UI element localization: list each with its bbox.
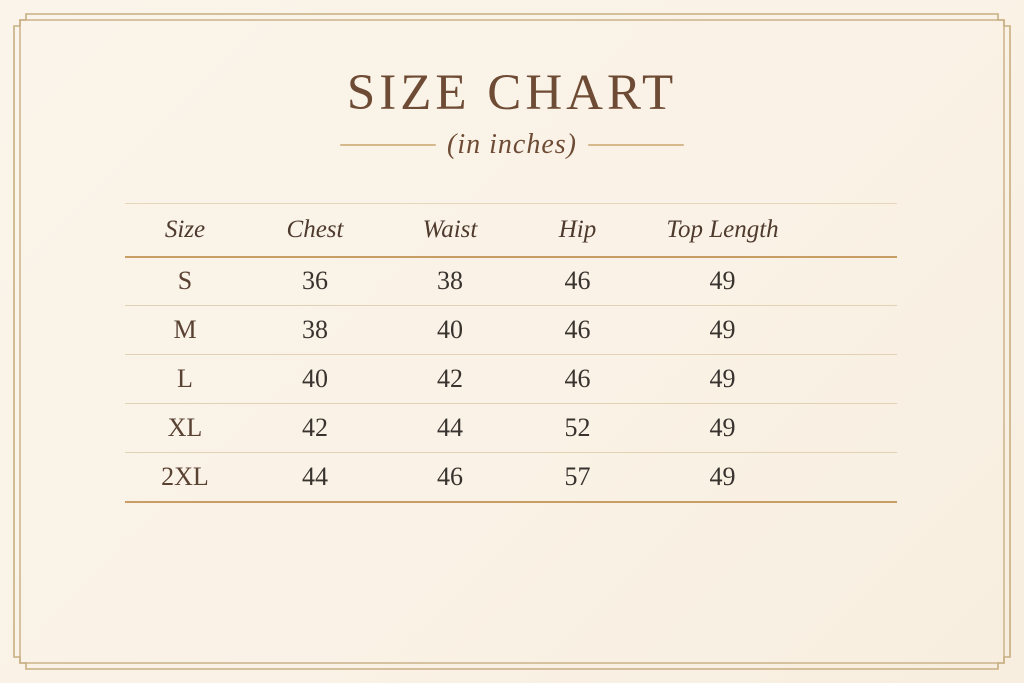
top-length-cell: 49 (709, 266, 736, 296)
chest-cell: 38 (302, 315, 328, 344)
top-length-cell: 49 (709, 364, 736, 393)
hip-cell: 46 (564, 364, 591, 393)
waist-cell: 42 (437, 364, 463, 393)
waist-cell: 40 (437, 315, 463, 344)
table-row-xl (125, 404, 897, 453)
column-header-chest: Chest (286, 215, 344, 243)
chest-cell: 42 (302, 413, 328, 442)
table-row-l (125, 355, 897, 404)
table-row-m (125, 306, 897, 355)
size-cell: S (177, 266, 193, 296)
chest-cell: 40 (302, 364, 328, 393)
waist-cell: 44 (437, 413, 463, 442)
waist-cell: 38 (437, 266, 463, 296)
top-length-cell: 49 (709, 413, 736, 442)
flourish-line-left (340, 144, 436, 146)
chest-cell: 36 (302, 266, 328, 296)
waist-cell: 46 (437, 461, 463, 491)
chest-cell: 44 (302, 461, 328, 491)
page-title: SIZE CHART (346, 65, 678, 121)
page-subtitle: (in inches) (447, 129, 577, 160)
column-header-waist: Waist (422, 215, 478, 243)
hip-cell: 46 (564, 266, 591, 296)
column-header-top-length: Top Length (666, 215, 779, 243)
size-table (125, 203, 897, 503)
table-row-2xl (125, 453, 897, 502)
subtitle-row (0, 129, 1024, 161)
hip-cell: 52 (564, 413, 591, 442)
size-cell: L (177, 364, 193, 393)
flourish-line-right (588, 144, 684, 146)
table-header-row (125, 204, 897, 257)
hip-cell: 57 (564, 461, 591, 491)
size-cell: XL (167, 413, 203, 442)
table-row-s (125, 257, 897, 306)
size-cell: 2XL (161, 461, 209, 491)
column-header-size: Size (164, 215, 206, 243)
column-header-hip: Hip (558, 215, 597, 243)
top-length-cell: 49 (709, 461, 736, 491)
size-cell: M (173, 315, 197, 344)
top-length-cell: 49 (709, 315, 736, 344)
hip-cell: 46 (564, 315, 591, 344)
